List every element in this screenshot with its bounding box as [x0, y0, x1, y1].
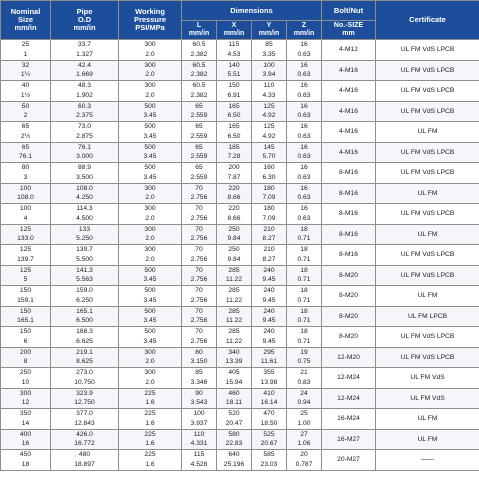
header-bolt-nut: Bolt/Nut — [322, 1, 376, 21]
cell-working-pressure: 300 2.0 — [119, 347, 182, 368]
header-nominal-size: Nominal Size mm/in — [1, 1, 51, 40]
cell-nominal-size: 200 8 — [1, 347, 51, 368]
header-dim-l: L mm/in — [182, 21, 217, 40]
table-body — [1, 40, 479, 471]
cell-certificate: UL FM VdS LPCB — [376, 347, 479, 368]
cell-dim-x: 285 11.22 — [217, 327, 252, 348]
cell-nominal-size: 250 10 — [1, 368, 51, 389]
cell-bolt-nut: 8-M20 — [322, 306, 376, 327]
cell-pipe-od: 108.0 4.250 — [51, 183, 119, 204]
cell-working-pressure: 300 2.0 — [119, 183, 182, 204]
cell-dim-l: 70 2.756 — [182, 265, 217, 286]
cell-bolt-nut: 8-M20 — [322, 286, 376, 307]
cell-working-pressure: 300 2.0 — [119, 40, 182, 61]
cell-dim-l: 90 3.543 — [182, 388, 217, 409]
cell-bolt-nut: 20-M27 — [322, 450, 376, 471]
cell-working-pressure: 300 2.0 — [119, 204, 182, 225]
table-row — [1, 204, 479, 225]
cell-nominal-size: 450 18 — [1, 450, 51, 471]
cell-certificate: —— — [376, 450, 479, 471]
cell-dim-x: 580 22.83 — [217, 429, 252, 450]
table-row — [1, 245, 479, 266]
cell-pipe-od: 273.0 10.750 — [51, 368, 119, 389]
cell-working-pressure: 500 3.45 — [119, 101, 182, 122]
cell-pipe-od: 88.9 3.500 — [51, 163, 119, 184]
cell-certificate: UL FM — [376, 122, 479, 143]
table-row — [1, 429, 479, 450]
cell-dim-l: 70 2.756 — [182, 204, 217, 225]
cell-bolt-nut: 12-M24 — [322, 368, 376, 389]
cell-nominal-size: 25 1 — [1, 40, 51, 61]
cell-certificate: UL FM LPCB — [376, 306, 479, 327]
cell-nominal-size: 32 1¼ — [1, 60, 51, 81]
cell-dim-x: 285 11.22 — [217, 265, 252, 286]
cell-dim-z: 18 0.71 — [287, 245, 322, 266]
cell-bolt-nut: 4-M16 — [322, 60, 376, 81]
cell-certificate: UL FM — [376, 409, 479, 430]
cell-nominal-size: 125 139.7 — [1, 245, 51, 266]
header-dim-y: Y mm/in — [252, 21, 287, 40]
cell-dim-z: 19 0.75 — [287, 347, 322, 368]
cell-working-pressure: 300 2.0 — [119, 81, 182, 102]
cell-dim-y: 470 18.50 — [252, 409, 287, 430]
cell-working-pressure: 300 2.0 — [119, 60, 182, 81]
cell-dim-x: 140 5.51 — [217, 60, 252, 81]
cell-working-pressure: 500 3.45 — [119, 163, 182, 184]
cell-dim-z: 16 0.63 — [287, 101, 322, 122]
cell-dim-x: 250 9.84 — [217, 245, 252, 266]
table-row — [1, 450, 479, 471]
cell-pipe-od: 377.0 12.843 — [51, 409, 119, 430]
cell-dim-y: 240 9.45 — [252, 306, 287, 327]
cell-pipe-od: 76.1 3.000 — [51, 142, 119, 163]
header-dim-z: Z mm/in — [287, 21, 322, 40]
cell-dim-y: 145 5.70 — [252, 142, 287, 163]
table-row — [1, 388, 479, 409]
cell-certificate: UL FM VdS LPCB — [376, 101, 479, 122]
cell-dim-l: 70 2.756 — [182, 327, 217, 348]
cell-dim-y: 240 9.45 — [252, 286, 287, 307]
cell-nominal-size: 300 12 — [1, 388, 51, 409]
cell-dim-l: 70 2.756 — [182, 183, 217, 204]
header-pipe-od: Pipe O.D mm/in — [51, 1, 119, 40]
cell-nominal-size: 150 159.1 — [1, 286, 51, 307]
cell-dim-l: 65 2.559 — [182, 122, 217, 143]
cell-dim-l: 65 2.559 — [182, 142, 217, 163]
cell-nominal-size: 150 165.1 — [1, 306, 51, 327]
cell-pipe-od: 426.0 16.772 — [51, 429, 119, 450]
cell-dim-l: 65 2.559 — [182, 101, 217, 122]
cell-nominal-size: 100 108.0 — [1, 183, 51, 204]
table-row — [1, 327, 479, 348]
cell-dim-y: 240 9.45 — [252, 265, 287, 286]
cell-certificate: UL FM VdS LPCB — [376, 245, 479, 266]
cell-dim-l: 80 3.150 — [182, 347, 217, 368]
cell-dim-y: 125 4.92 — [252, 101, 287, 122]
cell-working-pressure: 300 2.0 — [119, 368, 182, 389]
cell-certificate: UL FM VdS LPCB — [376, 327, 479, 348]
cell-working-pressure: 225 1.6 — [119, 409, 182, 430]
cell-nominal-size: 125 5 — [1, 265, 51, 286]
table-row — [1, 40, 479, 61]
table-row — [1, 163, 479, 184]
cell-dim-x: 285 11.22 — [217, 286, 252, 307]
cell-working-pressure: 300 2.0 — [119, 224, 182, 245]
cell-dim-l: 65 2.559 — [182, 163, 217, 184]
cell-nominal-size: 150 6 — [1, 327, 51, 348]
cell-working-pressure: 500 3.45 — [119, 122, 182, 143]
table-row — [1, 286, 479, 307]
cell-dim-y: 125 4.92 — [252, 122, 287, 143]
cell-working-pressure: 500 3.45 — [119, 286, 182, 307]
cell-dim-l: 60.5 2.382 — [182, 40, 217, 61]
cell-nominal-size: 80 3 — [1, 163, 51, 184]
cell-bolt-nut: 4-M16 — [322, 101, 376, 122]
cell-pipe-od: 48.3 1.902 — [51, 81, 119, 102]
cell-dim-z: 18 0.71 — [287, 327, 322, 348]
cell-pipe-od: 165.1 6.500 — [51, 306, 119, 327]
cell-working-pressure: 500 3.45 — [119, 306, 182, 327]
cell-dim-x: 520 20.47 — [217, 409, 252, 430]
cell-pipe-od: 219.1 8.625 — [51, 347, 119, 368]
cell-certificate: UL FM — [376, 286, 479, 307]
cell-pipe-od: 159.0 6.250 — [51, 286, 119, 307]
cell-dim-y: 240 9.45 — [252, 327, 287, 348]
cell-dim-x: 340 13.39 — [217, 347, 252, 368]
cell-bolt-nut: 4-M16 — [322, 122, 376, 143]
cell-dim-z: 20 0.787 — [287, 450, 322, 471]
cell-working-pressure: 225 1.6 — [119, 450, 182, 471]
cell-certificate: UL FM — [376, 429, 479, 450]
cell-nominal-size: 50 2 — [1, 101, 51, 122]
cell-certificate: UL FM VdS LPCB — [376, 60, 479, 81]
cell-dim-x: 165 6.50 — [217, 101, 252, 122]
cell-dim-z: 21 0.83 — [287, 368, 322, 389]
cell-working-pressure: 500 3.45 — [119, 265, 182, 286]
cell-dim-z: 24 0.94 — [287, 388, 322, 409]
cell-dim-y: 525 20.67 — [252, 429, 287, 450]
cell-pipe-od: 323.9 12.750 — [51, 388, 119, 409]
table-row — [1, 81, 479, 102]
cell-nominal-size: 400 16 — [1, 429, 51, 450]
cell-nominal-size: 40 1½ — [1, 81, 51, 102]
cell-bolt-nut: 8-M20 — [322, 265, 376, 286]
table-row — [1, 409, 479, 430]
header-working-pressure: Working Pressure PSI/MPa — [119, 1, 182, 40]
cell-bolt-nut: 8-M16 — [322, 245, 376, 266]
header-dim-x: X mm/in — [217, 21, 252, 40]
table-row — [1, 368, 479, 389]
cell-dim-x: 115 4.53 — [217, 40, 252, 61]
cell-pipe-od: 60.3 2.375 — [51, 101, 119, 122]
cell-dim-l: 110 4.331 — [182, 429, 217, 450]
cell-dim-z: 18 0.71 — [287, 224, 322, 245]
cell-dim-x: 220 8.66 — [217, 204, 252, 225]
cell-pipe-od: 73.0 2.875 — [51, 122, 119, 143]
cell-certificate: UL FM — [376, 183, 479, 204]
cell-certificate: UL FM VdS — [376, 388, 479, 409]
cell-dim-x: 150 6.91 — [217, 81, 252, 102]
cell-dim-y: 410 16.14 — [252, 388, 287, 409]
cell-dim-z: 16 0.63 — [287, 163, 322, 184]
table-row — [1, 306, 479, 327]
cell-pipe-od: 141.3 5.563 — [51, 265, 119, 286]
cell-dim-y: 210 8.27 — [252, 245, 287, 266]
cell-nominal-size: 65 76.1 — [1, 142, 51, 163]
cell-certificate: UL FM VdS LPCB — [376, 163, 479, 184]
cell-certificate: UL FM VdS — [376, 368, 479, 389]
cell-dim-y: 180 7.09 — [252, 183, 287, 204]
table-row — [1, 122, 479, 143]
cell-dim-l: 85 3.346 — [182, 368, 217, 389]
table-header — [1, 1, 479, 40]
cell-bolt-nut: 12-M24 — [322, 388, 376, 409]
cell-dim-x: 165 6.50 — [217, 122, 252, 143]
cell-dim-y: 110 4.33 — [252, 81, 287, 102]
cell-dim-z: 16 0.63 — [287, 60, 322, 81]
cell-dim-z: 18 0.71 — [287, 265, 322, 286]
cell-dim-y: 295 11.61 — [252, 347, 287, 368]
cell-dim-z: 16 0.63 — [287, 81, 322, 102]
cell-working-pressure: 225 1.6 — [119, 388, 182, 409]
cell-bolt-nut: 4-M16 — [322, 81, 376, 102]
cell-nominal-size: 350 14 — [1, 409, 51, 430]
cell-working-pressure: 300 2.0 — [119, 245, 182, 266]
cell-dim-z: 27 1.06 — [287, 429, 322, 450]
cell-dim-x: 250 9.84 — [217, 224, 252, 245]
cell-nominal-size: 65 2½ — [1, 122, 51, 143]
cell-bolt-nut: 12-M20 — [322, 347, 376, 368]
cell-working-pressure: 225 1.6 — [119, 429, 182, 450]
cell-certificate: UL FM VdS LPCB — [376, 265, 479, 286]
header-certificate: Certificate — [376, 1, 479, 40]
cell-dim-l: 115 4.528 — [182, 450, 217, 471]
cell-pipe-od: 133 5.250 — [51, 224, 119, 245]
cell-certificate: UL FM VdS LPCB — [376, 204, 479, 225]
cell-dim-l: 70 2.756 — [182, 245, 217, 266]
cell-dim-z: 16 0.63 — [287, 122, 322, 143]
cell-dim-y: 85 3.35 — [252, 40, 287, 61]
cell-dim-l: 70 2.756 — [182, 286, 217, 307]
cell-dim-x: 460 18.11 — [217, 388, 252, 409]
cell-pipe-od: 139.7 5.500 — [51, 245, 119, 266]
cell-bolt-nut: 8-M16 — [322, 224, 376, 245]
cell-dim-y: 100 3.94 — [252, 60, 287, 81]
cell-dim-x: 200 7.87 — [217, 163, 252, 184]
cell-dim-y: 585 23.03 — [252, 450, 287, 471]
cell-pipe-od: 33.7 1.327 — [51, 40, 119, 61]
cell-dim-z: 18 0.71 — [287, 286, 322, 307]
cell-dim-y: 355 13.98 — [252, 368, 287, 389]
cell-dim-l: 60.5 2.382 — [182, 60, 217, 81]
table-row — [1, 183, 479, 204]
cell-dim-l: 100 3.937 — [182, 409, 217, 430]
cell-dim-z: 16 0.63 — [287, 142, 322, 163]
table-row — [1, 224, 479, 245]
cell-bolt-nut: 16-M27 — [322, 429, 376, 450]
cell-dim-x: 405 15.94 — [217, 368, 252, 389]
cell-working-pressure: 500 3.45 — [119, 327, 182, 348]
table-row — [1, 101, 479, 122]
cell-dim-l: 70 2.756 — [182, 224, 217, 245]
cell-dim-z: 16 0.63 — [287, 204, 322, 225]
cell-pipe-od: 480 18.897 — [51, 450, 119, 471]
cell-certificate: UL FM VdS LPCB — [376, 40, 479, 61]
cell-pipe-od: 42.4 1.669 — [51, 60, 119, 81]
cell-bolt-nut: 4-M12 — [322, 40, 376, 61]
cell-bolt-nut: 16-M24 — [322, 409, 376, 430]
cell-dim-l: 60.5 2.382 — [182, 81, 217, 102]
cell-dim-y: 180 7.09 — [252, 204, 287, 225]
header-dimensions: Dimensions — [182, 1, 322, 21]
cell-certificate: UL FM — [376, 224, 479, 245]
cell-working-pressure: 500 3.45 — [119, 142, 182, 163]
header-bolt-size: No.-SIZE mm — [322, 21, 376, 40]
cell-dim-x: 185 7.28 — [217, 142, 252, 163]
cell-pipe-od: 168.3 6.625 — [51, 327, 119, 348]
cell-dim-z: 25 1.00 — [287, 409, 322, 430]
cell-bolt-nut: 8-M16 — [322, 183, 376, 204]
cell-dim-l: 70 2.756 — [182, 306, 217, 327]
cell-dim-z: 18 0.71 — [287, 306, 322, 327]
cell-nominal-size: 125 133.0 — [1, 224, 51, 245]
cell-dim-y: 210 8.27 — [252, 224, 287, 245]
cell-certificate: UL FM VdS LPCB — [376, 142, 479, 163]
cell-dim-y: 160 6.30 — [252, 163, 287, 184]
table-row — [1, 60, 479, 81]
cell-dim-z: 16 0.63 — [287, 183, 322, 204]
table-row — [1, 265, 479, 286]
cell-dim-z: 16 0.63 — [287, 40, 322, 61]
table-row — [1, 142, 479, 163]
table-row — [1, 347, 479, 368]
cell-bolt-nut: 8-M16 — [322, 163, 376, 184]
cell-bolt-nut: 8-M20 — [322, 327, 376, 348]
cell-certificate: UL FM VdS LPCB — [376, 81, 479, 102]
cell-dim-x: 285 11.22 — [217, 306, 252, 327]
cell-bolt-nut: 8-M16 — [322, 204, 376, 225]
cell-nominal-size: 100 4 — [1, 204, 51, 225]
cell-bolt-nut: 4-M16 — [322, 142, 376, 163]
cell-dim-x: 220 8.66 — [217, 183, 252, 204]
cell-dim-x: 640 25.196 — [217, 450, 252, 471]
cell-pipe-od: 114.3 4.500 — [51, 204, 119, 225]
